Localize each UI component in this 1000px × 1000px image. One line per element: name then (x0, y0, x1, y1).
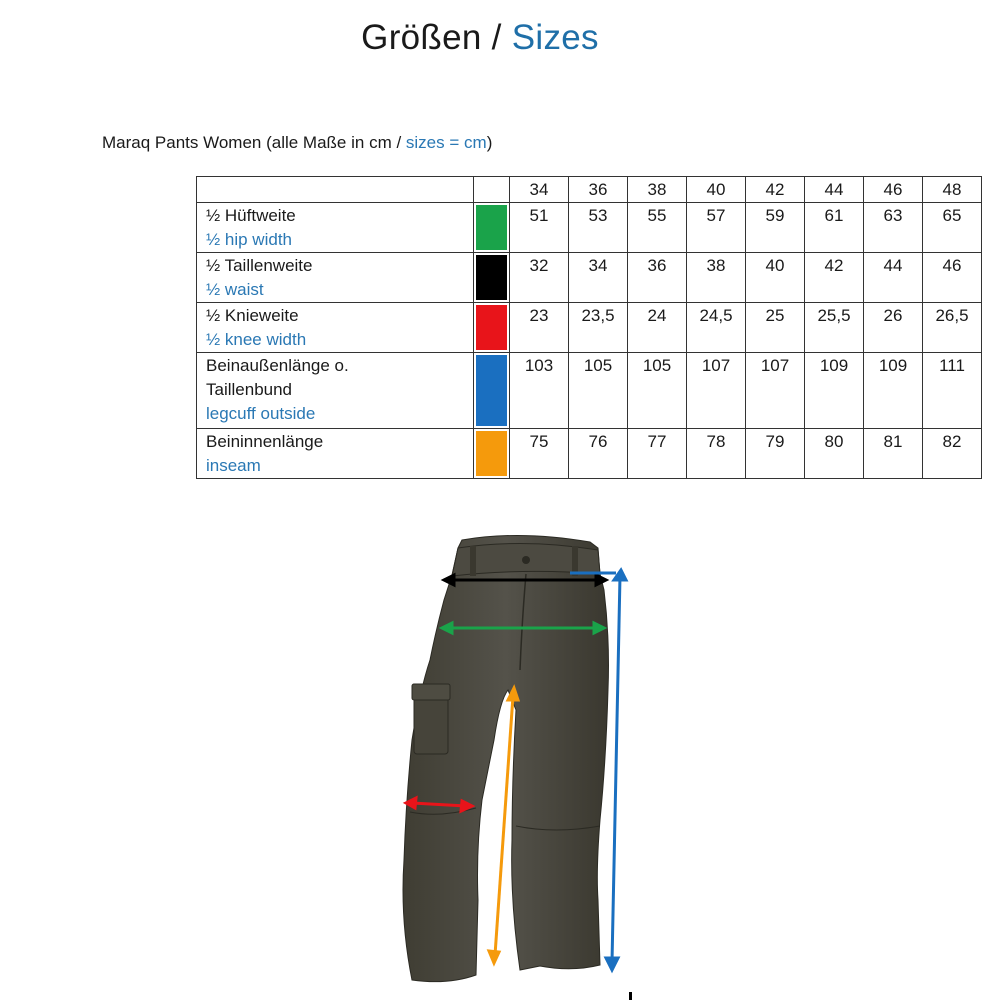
row-label-english: ½ waist (206, 280, 264, 299)
color-swatch-cell (474, 353, 510, 429)
black-swatch (476, 255, 507, 300)
row-label-german: ½ Taillenweite (206, 256, 313, 275)
row-label-german: ½ Hüftweite (206, 206, 296, 225)
table-cell: 40 (746, 253, 805, 303)
caption-close: ) (486, 133, 493, 152)
pants-shape (403, 535, 609, 981)
size-header: 38 (628, 177, 687, 203)
size-header: 44 (805, 177, 864, 203)
table-cell: 103 (510, 353, 569, 429)
table-cell: 59 (746, 203, 805, 253)
table-cell: 65 (923, 203, 982, 253)
table-cell: 111 (923, 353, 982, 429)
table-row-inseam (197, 429, 982, 479)
title-english: Sizes (511, 18, 599, 57)
size-header: 48 (923, 177, 982, 203)
page-title (0, 16, 960, 60)
table-cell: 80 (805, 429, 864, 479)
table-cell: 55 (628, 203, 687, 253)
table-cell: 61 (805, 203, 864, 253)
table-cell: 107 (746, 353, 805, 429)
table-cell: 23 (510, 303, 569, 353)
table-cell: 78 (687, 429, 746, 479)
belt-loop (470, 546, 476, 576)
caption-main: Maraq Pants Women (alle Maße in cm / (102, 133, 406, 152)
row-label (197, 353, 474, 429)
table-cell: 79 (746, 429, 805, 479)
table-cell: 25,5 (805, 303, 864, 353)
row-label-english: ½ knee width (206, 330, 307, 349)
table-cell: 24 (628, 303, 687, 353)
title-separator: / (491, 18, 502, 57)
table-row-waist (197, 253, 982, 303)
table-cell: 44 (864, 253, 923, 303)
table-cell: 57 (687, 203, 746, 253)
header-empty-swatch (474, 177, 510, 203)
row-label (197, 203, 474, 253)
table-cell: 46 (923, 253, 982, 303)
row-label (197, 303, 474, 353)
size-header: 36 (569, 177, 628, 203)
table-cell: 107 (687, 353, 746, 429)
table-cell: 51 (510, 203, 569, 253)
row-label-english: inseam (206, 456, 261, 475)
blue-swatch (476, 355, 507, 426)
row-label-german: Beinaußenlänge o. Taillenbund (206, 356, 349, 399)
table-cell: 34 (569, 253, 628, 303)
table-row-outseam (197, 353, 982, 429)
table-cell: 32 (510, 253, 569, 303)
cargo-flap (412, 684, 450, 700)
table-cell: 105 (569, 353, 628, 429)
table-cell: 53 (569, 203, 628, 253)
table-cell: 23,5 (569, 303, 628, 353)
table-cell: 82 (923, 429, 982, 479)
size-header-row (197, 177, 982, 203)
waist-button (522, 556, 530, 564)
pants-illustration (380, 520, 680, 1000)
size-header: 46 (864, 177, 923, 203)
row-label-english: legcuff outside (206, 404, 316, 423)
stray-mark (629, 992, 632, 1000)
table-cell: 81 (864, 429, 923, 479)
table-cell: 36 (628, 253, 687, 303)
table-cell: 42 (805, 253, 864, 303)
table-cell: 77 (628, 429, 687, 479)
table-cell: 109 (805, 353, 864, 429)
table-cell: 26,5 (923, 303, 982, 353)
table-caption (102, 132, 492, 154)
row-label-german: ½ Knieweite (206, 306, 299, 325)
title-german: Größen (361, 18, 482, 57)
table-row-hip (197, 203, 982, 253)
orange-swatch (476, 431, 507, 476)
header-empty-label (197, 177, 474, 203)
table-cell: 109 (864, 353, 923, 429)
red-swatch (476, 305, 507, 350)
table-cell: 26 (864, 303, 923, 353)
row-label-german: Beininnenlänge (206, 432, 324, 451)
size-header: 34 (510, 177, 569, 203)
size-table (196, 176, 982, 479)
table-cell: 38 (687, 253, 746, 303)
green-swatch (476, 205, 507, 250)
caption-english: sizes = cm (405, 133, 487, 152)
table-cell: 63 (864, 203, 923, 253)
table-cell: 75 (510, 429, 569, 479)
row-label (197, 429, 474, 479)
table-row-knee (197, 303, 982, 353)
color-swatch-cell (474, 253, 510, 303)
size-header: 42 (746, 177, 805, 203)
table-cell: 76 (569, 429, 628, 479)
table-cell: 25 (746, 303, 805, 353)
table-cell: 105 (628, 353, 687, 429)
row-label (197, 253, 474, 303)
color-swatch-cell (474, 203, 510, 253)
row-label-english: ½ hip width (206, 230, 292, 249)
table-cell: 24,5 (687, 303, 746, 353)
size-header: 40 (687, 177, 746, 203)
color-swatch-cell (474, 429, 510, 479)
color-swatch-cell (474, 303, 510, 353)
